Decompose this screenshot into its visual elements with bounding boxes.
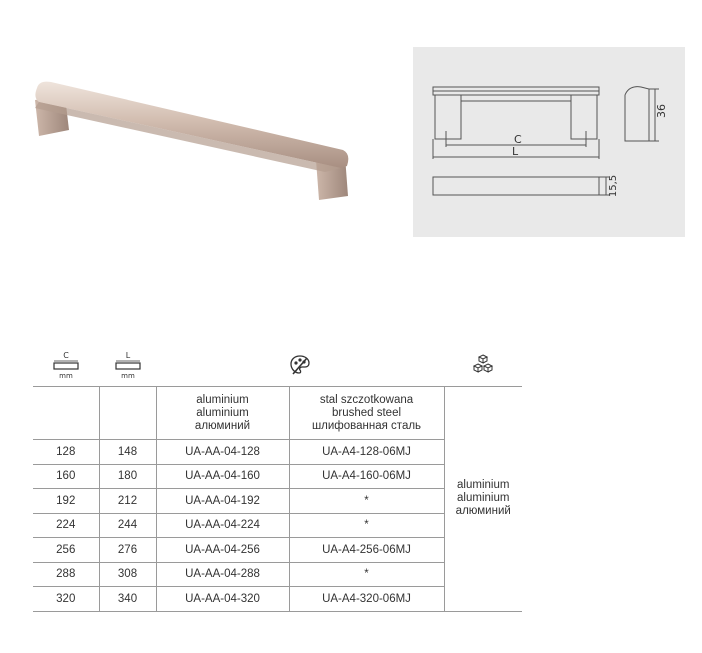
- cell-l: 212: [99, 489, 156, 514]
- cell-code-aluminium: UA-AA-04-320: [156, 587, 289, 612]
- material-cell: aluminium aluminium алюминий: [444, 387, 522, 612]
- header-material-icon: [444, 346, 522, 387]
- handle-image: [25, 70, 355, 210]
- dim-label-l: L: [512, 145, 519, 158]
- cell-code-aluminium: UA-AA-04-224: [156, 513, 289, 538]
- cell-code-steel: UA-A4-320-06MJ: [289, 587, 444, 612]
- cubes-icon: [471, 353, 495, 377]
- cell-code-steel: *: [289, 513, 444, 538]
- l-dimension-icon: [113, 350, 143, 380]
- cell-l: 244: [99, 513, 156, 538]
- cell-code-aluminium: UA-AA-04-256: [156, 538, 289, 563]
- svg-text:mm: mm: [59, 371, 73, 380]
- dim-label-height: 36: [655, 104, 668, 118]
- cell-l: 308: [99, 562, 156, 587]
- dim-label-depth: 15,5: [608, 174, 619, 198]
- cell-l: 276: [99, 538, 156, 563]
- header-c-empty: [33, 387, 99, 440]
- cell-code-steel: *: [289, 562, 444, 587]
- palette-icon: [289, 354, 311, 376]
- dim-label-c: C: [514, 133, 522, 146]
- svg-text:C: C: [63, 350, 69, 360]
- cell-c: 128: [33, 440, 99, 465]
- svg-text:L: L: [125, 350, 130, 360]
- technical-drawing: [413, 47, 685, 237]
- header-brushed-steel: stal szczotkowana brushed steel шлифованная сталь: [289, 387, 444, 440]
- header-l-icon: [99, 346, 156, 387]
- header-l-empty: [99, 387, 156, 440]
- spec-table: [33, 346, 522, 612]
- cell-code-aluminium: UA-AA-04-160: [156, 464, 289, 489]
- cell-l: 340: [99, 587, 156, 612]
- svg-text:mm: mm: [120, 371, 135, 380]
- cell-c: 288: [33, 562, 99, 587]
- header-c-icon: [33, 346, 99, 387]
- c-dimension-icon: [51, 350, 81, 380]
- cell-code-aluminium: UA-AA-04-288: [156, 562, 289, 587]
- cell-l: 148: [99, 440, 156, 465]
- cell-code-steel: UA-A4-256-06MJ: [289, 538, 444, 563]
- cell-l: 180: [99, 464, 156, 489]
- cell-c: 160: [33, 464, 99, 489]
- cell-code-steel: UA-A4-160-06MJ: [289, 464, 444, 489]
- cell-c: 192: [33, 489, 99, 514]
- header-finish-icon: [156, 346, 444, 387]
- cell-code-steel: *: [289, 489, 444, 514]
- cell-c: 320: [33, 587, 99, 612]
- cell-code-aluminium: UA-AA-04-128: [156, 440, 289, 465]
- cell-c: 224: [33, 513, 99, 538]
- header-aluminium: aluminium aluminium алюминий: [156, 387, 289, 440]
- cell-c: 256: [33, 538, 99, 563]
- cell-code-steel: UA-A4-128-06MJ: [289, 440, 444, 465]
- cell-code-aluminium: UA-AA-04-192: [156, 489, 289, 514]
- product-photo: [25, 70, 355, 215]
